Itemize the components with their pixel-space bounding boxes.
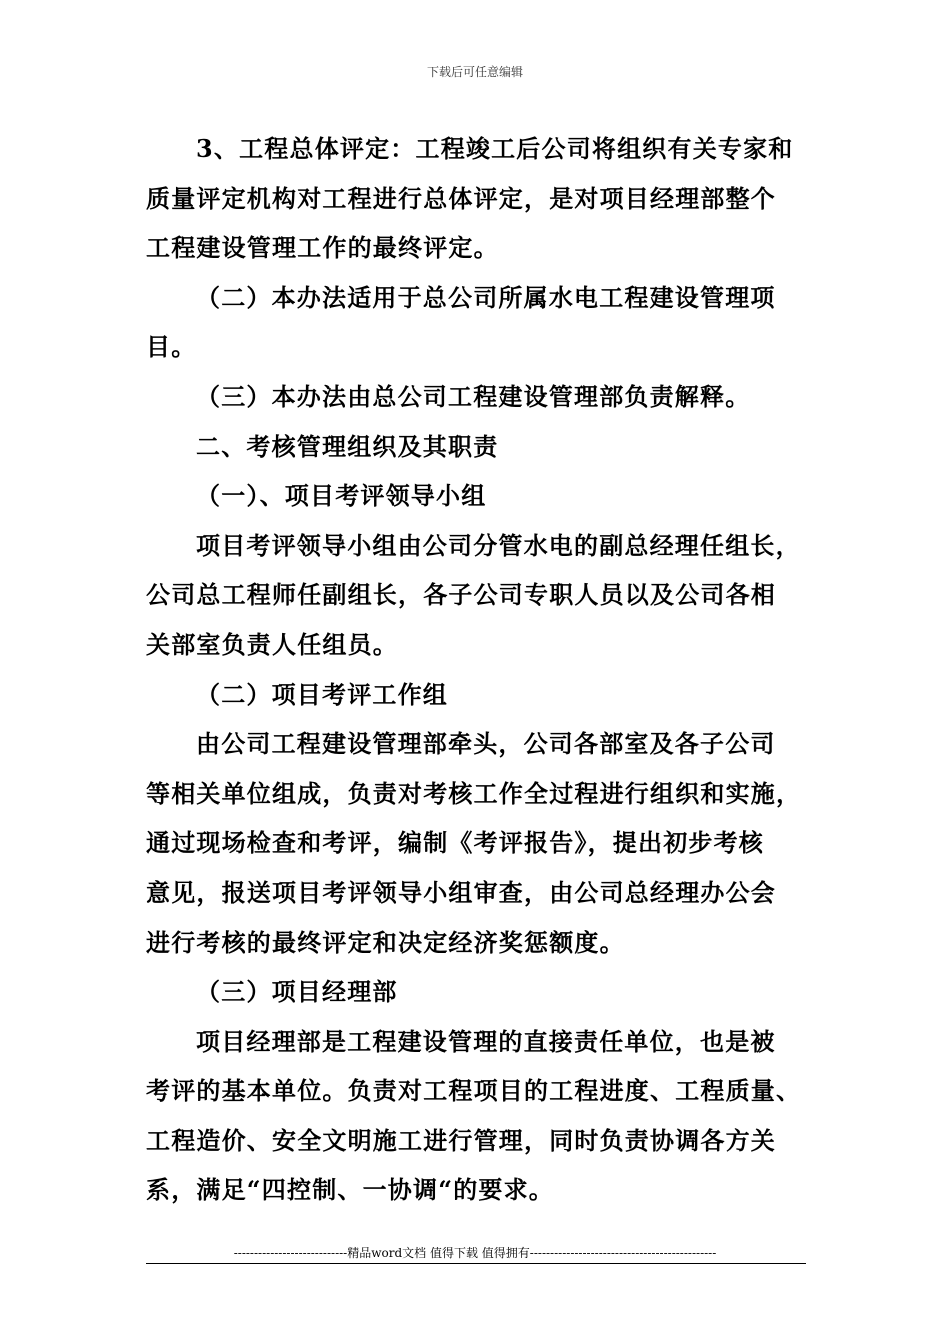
text-line: 进行考核的最终评定和决定经济奖惩额度。: [146, 927, 625, 957]
text-line: 关部室负责人任组员。: [146, 629, 398, 659]
text-line: 工程建设管理工作的最终评定。: [146, 233, 499, 263]
text-line: 意见，报送项目考评领导小组审查，由公司总经理办公会: [146, 877, 776, 907]
page-header: 下载后可任意编辑: [426, 65, 523, 79]
text-line: （二）本办法适用于总公司所属水电工程建设管理项: [196, 282, 776, 312]
text-line: 等相关单位组成，负责对考核工作全过程进行组织和实施，: [146, 778, 802, 808]
text-line: 系，满足“四控制、一协调“的要求。: [146, 1175, 555, 1205]
subsection-heading: （二）项目考评工作组: [196, 679, 448, 709]
text-line: 目。: [146, 332, 197, 362]
text-line: 通过现场检查和考评，编制《考评报告》，提出初步考核: [146, 828, 764, 858]
text-line: （三）本办法由总公司工程建设管理部负责解释。: [196, 381, 751, 411]
text-line: 质量评定机构对工程进行总体评定，是对项目经理部整个: [146, 183, 776, 213]
text-line: 公司总工程师任副组长，各子公司专职人员以及公司各相: [146, 580, 776, 610]
text-line: 项目考评领导小组由公司分管水电的副总经理任组长，: [196, 530, 801, 560]
text-line: 3、工程总体评定：工程竣工后公司将组织有关专家和: [196, 134, 794, 163]
document-body: [146, 124, 806, 1215]
text-line: 由公司工程建设管理部牵头，公司各部室及各子公司: [196, 729, 776, 759]
page-footer: ----------------------------精品word文档 值得下载 值得拥有----------------------------------------------: [233, 1246, 717, 1260]
subsection-heading: （三）项目经理部: [196, 977, 398, 1007]
text-line: 考评的基本单位。负责对工程项目的工程进度、工程质量、: [146, 1076, 802, 1106]
footer-divider: [146, 1263, 806, 1264]
text-line: 项目经理部是工程建设管理的直接责任单位，也是被: [196, 1026, 776, 1056]
section-heading: 二、考核管理组织及其职责: [196, 431, 499, 461]
subsection-heading: （一）、项目考评领导小组: [196, 481, 487, 511]
text-line: 工程造价、安全文明施工进行管理，同时负责协调各方关: [146, 1125, 776, 1155]
